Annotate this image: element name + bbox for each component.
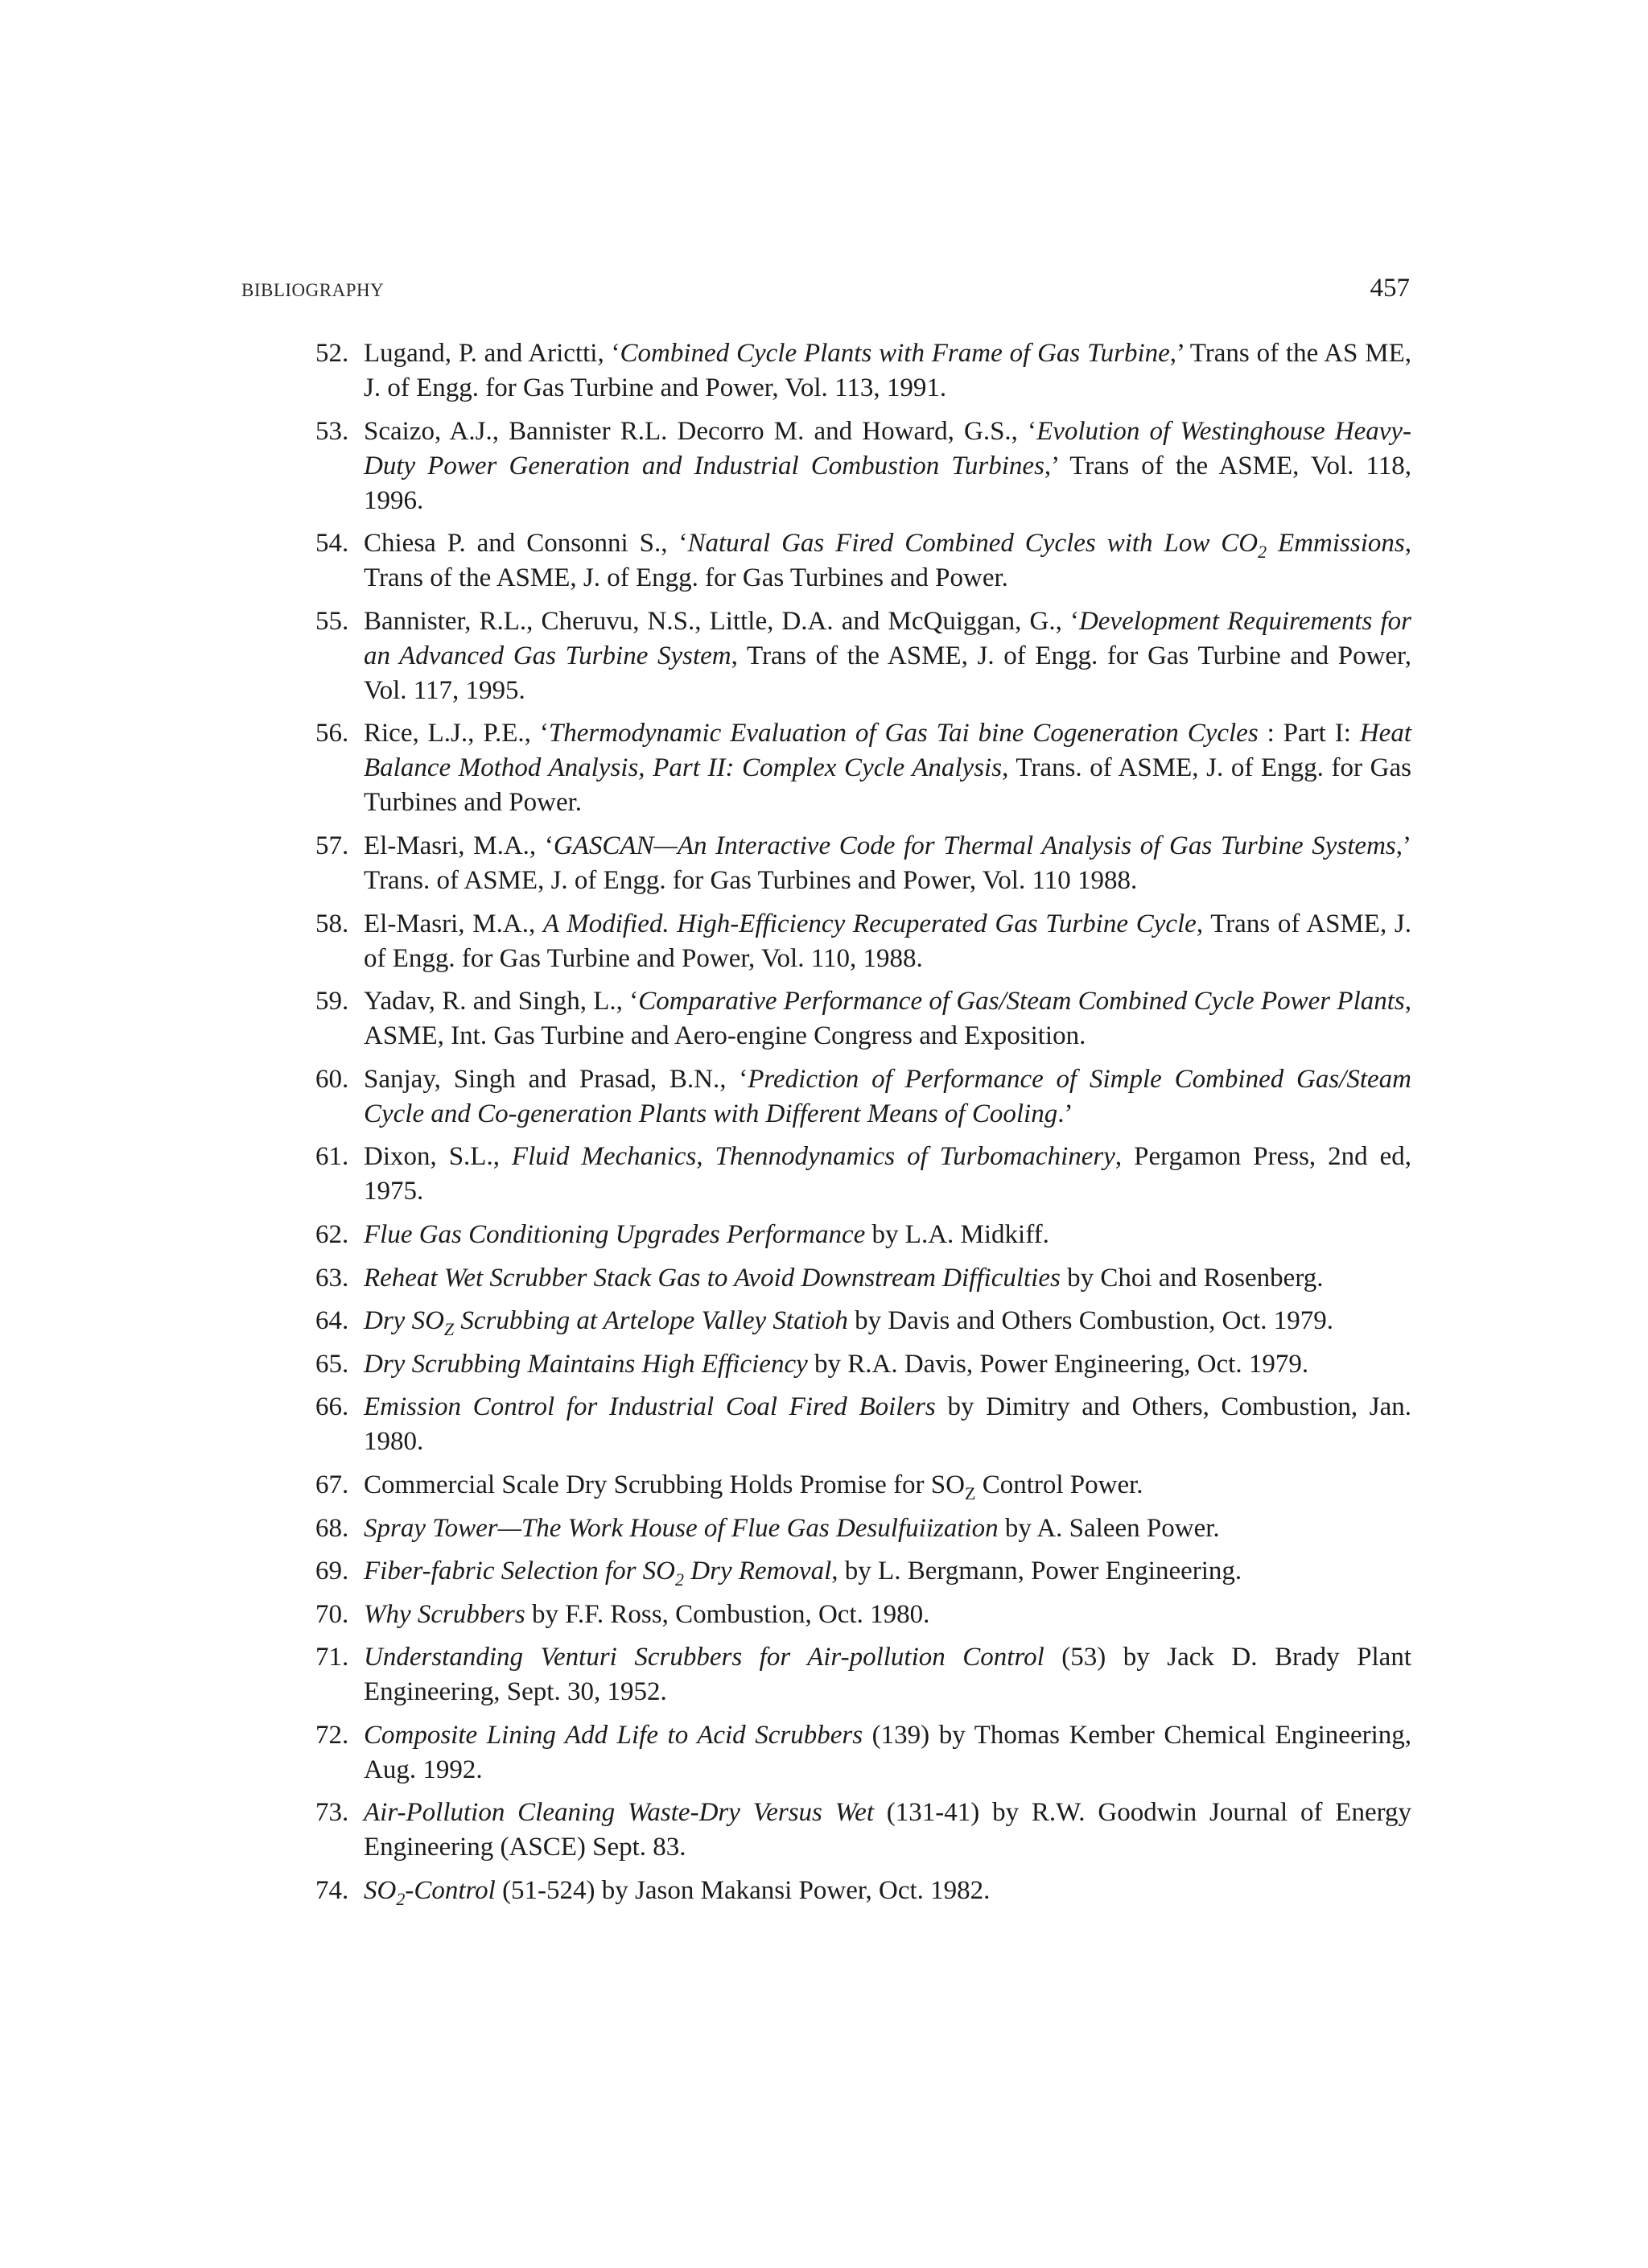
reference-number: 68.: [315, 1513, 349, 1543]
reference-entry: [315, 1718, 1411, 1788]
reference-text: [364, 1470, 1143, 1503]
reference-entry: [315, 1598, 1411, 1632]
reference-text: [364, 719, 1411, 817]
reference-text-segment: : Part I:: [1258, 719, 1360, 748]
reference-text-segment: ,’ Trans. of ASME, J. of Engg. for Gas Turbines and Power, Vol. 110 1988.: [364, 831, 1411, 895]
reference-text: [364, 1392, 1411, 1456]
reference-entry: [315, 1640, 1411, 1709]
reference-text-segment: Z: [964, 1482, 976, 1503]
reference-title-segment: SO: [364, 1876, 397, 1906]
reference-text-segment: El-Masri, M.A.,: [364, 909, 543, 938]
reference-title-segment: Combined Cycle Plants with Frame of Gas Turbine: [620, 339, 1170, 368]
reference-number: 74.: [315, 1876, 349, 1906]
reference-number: 57.: [315, 831, 349, 860]
reference-text-segment: Bannister, R.L., Cheruvu, N.S., Little, D.A. and McQuiggan, G., ‘: [364, 606, 1079, 636]
page-number: 457: [1370, 274, 1410, 303]
reference-text-segment: by L.A. Midkiff.: [865, 1219, 1049, 1249]
reference-text: [364, 1142, 1411, 1206]
reference-text: [364, 1557, 1242, 1590]
reference-text: [364, 831, 1411, 895]
reference-title-segment: Air-Pollution Cleaning Waste-Dry Versus Wet: [364, 1798, 874, 1828]
reference-entry: [315, 907, 1411, 976]
reference-number: 60.: [315, 1064, 349, 1094]
reference-title-segment: 2: [675, 1569, 685, 1590]
reference-entry: [315, 716, 1411, 820]
reference-entry: [315, 829, 1411, 898]
reference-text: [364, 1220, 1049, 1249]
reference-number: 62.: [315, 1219, 349, 1249]
reference-entry: [315, 604, 1411, 708]
reference-text: [364, 909, 1411, 973]
reference-title-segment: Emission Control for Industrial Coal Fired Boilers: [364, 1392, 936, 1422]
reference-title-segment: Comparative Performance of Gas/Steam Combined Cycle Power Plants: [638, 987, 1405, 1016]
reference-text: [364, 987, 1411, 1050]
reference-entry: [315, 1390, 1411, 1459]
running-title: BIBLIOGRAPHY: [241, 280, 385, 300]
reference-number: 67.: [315, 1470, 349, 1499]
reference-title-segment: Reheat Wet Scrubber Stack Gas to Avoid Downstream Difficulties: [364, 1263, 1061, 1293]
reference-number: 65.: [315, 1349, 349, 1379]
reference-number: 53.: [315, 416, 349, 446]
reference-title-segment: Development Requirements for an Advanced Gas Turbine System: [364, 606, 1411, 670]
reference-title-segment: Understanding Venturi Scrubbers for Air-pollution Control: [364, 1643, 1044, 1672]
reference-text-segment: , Trans. of ASME, J. of Engg. for Gas Turbines and Power.: [364, 753, 1411, 818]
reference-text-segment: (131-41) by R.W. Goodwin Journal of Energy Engineering (ASCE) Sept. 83.: [364, 1798, 1411, 1862]
reference-text-segment: , Trans of ASME, J. of Engg. for Gas Turbine and Power, Vol. 110, 1988.: [364, 909, 1412, 973]
reference-text: [364, 1721, 1411, 1784]
reference-entry: [315, 414, 1411, 518]
reference-entry: [315, 1304, 1411, 1338]
reference-text: [364, 417, 1411, 515]
reference-text-segment: .’: [1057, 1099, 1073, 1128]
reference-text-segment: Lugand, P. and Arictti, ‘: [364, 339, 620, 368]
reference-title-segment: Z: [443, 1319, 455, 1340]
page-header: [241, 274, 1410, 314]
reference-text-segment: by Choi and Rosenberg.: [1060, 1263, 1324, 1293]
reference-text-segment: El-Masri, M.A., ‘: [364, 831, 554, 860]
reference-text-segment: by F.F. Ross, Combustion, Oct. 1980.: [525, 1599, 930, 1629]
reference-entry: [315, 1511, 1411, 1546]
reference-entry: [315, 1796, 1411, 1865]
reference-text-segment: Rice, L.J., P.E., ‘: [364, 719, 549, 748]
reference-text-segment: Chiesa P. and Consonni S., ‘: [364, 529, 688, 559]
reference-text-segment: by Dimitry and Others, Combustion, Jan. 1980.: [364, 1392, 1412, 1457]
reference-title-segment: Why Scrubbers: [364, 1599, 525, 1629]
reference-text-segment: , Trans of the ASME, J. of Engg. for Gas Turbines and Power.: [364, 529, 1411, 593]
reference-text-segment: Yadav, R. and Singh, L., ‘: [364, 987, 639, 1016]
reference-text: [364, 607, 1411, 705]
reference-text: [364, 1876, 991, 1910]
reference-entry: [315, 1554, 1411, 1589]
reference-entry: [315, 1468, 1411, 1503]
reference-text: [364, 1350, 1308, 1379]
reference-title-segment: Flue Gas Conditioning Upgrades Performance: [364, 1219, 866, 1249]
reference-number: 66.: [315, 1392, 349, 1422]
reference-title-segment: Prediction of Performance of Simple Combined Gas/Steam Cycle and Co-generation Plants with Different Means of Cooling: [364, 1064, 1411, 1128]
reference-title-segment: Heat Balance Mothod Analysis, Part II: Complex Cycle Analysis: [364, 719, 1411, 783]
reference-title-segment: Evolution of Westinghouse Heavy-Duty Power Generation and Industrial Combustion Turbines: [364, 416, 1412, 480]
reference-text-segment: , by L. Bergmann, Power Engineering.: [831, 1557, 1242, 1586]
reference-text: [364, 1514, 1220, 1543]
reference-text-segment: (139) by Thomas Kember Chemical Engineering, Aug. 1992.: [364, 1720, 1411, 1784]
reference-title-segment: Dry Removal: [684, 1557, 832, 1586]
reference-title-segment: GASCAN—An Interactive Code for Thermal Analysis of Gas Turbine Systems: [553, 831, 1396, 860]
reference-text: [364, 1306, 1334, 1340]
reference-entry: [315, 1140, 1411, 1209]
reference-title-segment: Fluid Mechanics, Thennodynamics of Turbomachinery: [511, 1142, 1115, 1172]
reference-number: 69.: [315, 1557, 349, 1586]
reference-number: 58.: [315, 909, 349, 938]
reference-number: 55.: [315, 606, 349, 636]
reference-title-segment: Fiber-fabric Selection for SO: [364, 1557, 676, 1586]
reference-number: 56.: [315, 719, 349, 748]
reference-text-segment: by R.A. Davis, Power Engineering, Oct. 1979.: [807, 1349, 1309, 1379]
reference-number: 61.: [315, 1142, 349, 1172]
reference-text-segment: Control Power.: [975, 1470, 1143, 1499]
reference-text-segment: Sanjay, Singh and Prasad, B.N., ‘: [364, 1064, 748, 1094]
reference-text: [364, 1264, 1323, 1293]
reference-text: [364, 1798, 1411, 1862]
reference-text: [364, 529, 1411, 592]
reference-title-segment: 2: [396, 1889, 406, 1910]
reference-list: [315, 336, 1411, 1917]
reference-title-segment: Composite Lining Add Life to Acid Scrubbers: [364, 1720, 863, 1750]
reference-title-segment: Scrubbing at Artelope Valley Statioh: [454, 1306, 848, 1336]
reference-text: [364, 1065, 1411, 1128]
reference-entry: [315, 984, 1411, 1054]
reference-text-segment: Scaizo, A.J., Bannister R.L. Decorro M. and Howard, G.S., ‘: [364, 416, 1037, 446]
reference-entry: [315, 1874, 1411, 1908]
reference-entry: [315, 1261, 1411, 1296]
reference-text-segment: , ASME, Int. Gas Turbine and Aero-engine Congress and Exposition.: [364, 987, 1411, 1051]
reference-text-segment: by Davis and Others Combustion, Oct. 1979.: [847, 1306, 1334, 1336]
reference-title-segment: Dry SO: [364, 1306, 444, 1336]
reference-number: 72.: [315, 1720, 349, 1750]
reference-number: 59.: [315, 987, 349, 1016]
reference-title-segment: Natural Gas Fired Combined Cycles with Low CO: [687, 529, 1259, 559]
reference-title-segment: Dry Scrubbing Maintains High Efficiency: [364, 1349, 808, 1379]
reference-text-segment: , Pergamon Press, 2nd ed, 1975.: [364, 1142, 1411, 1206]
reference-number: 63.: [315, 1263, 349, 1293]
reference-number: 52.: [315, 339, 349, 368]
reference-text: [364, 339, 1411, 402]
reference-number: 71.: [315, 1643, 349, 1672]
reference-text-segment: Commercial Scale Dry Scrubbing Holds Promise for SO: [364, 1470, 965, 1499]
reference-title-segment: -Control: [405, 1876, 496, 1906]
reference-number: 54.: [315, 529, 349, 559]
reference-title-segment: A Modified. High-Efficiency Recuperated Gas Turbine Cycle: [542, 909, 1197, 938]
reference-text-segment: ,’ Trans of the ASME, Vol. 118, 1996.: [364, 451, 1412, 515]
reference-text-segment: (53) by Jack D. Brady Plant Engineering, Sept. 30, 1952.: [364, 1643, 1411, 1707]
reference-title-segment: Spray Tower—The Work House of Flue Gas Desulfuiization: [364, 1513, 999, 1543]
reference-entry: [315, 526, 1411, 596]
reference-number: 73.: [315, 1798, 349, 1828]
reference-title-segment: 2: [1258, 542, 1267, 563]
reference-text-segment: ,’ Trans of the AS ME, J. of Engg. for Gas Turbine and Power, Vol. 113, 1991.: [364, 339, 1411, 402]
reference-entry: [315, 1062, 1411, 1132]
reference-title-segment: Emmissions: [1267, 529, 1405, 559]
reference-entry: [315, 1347, 1411, 1382]
reference-entry: [315, 336, 1411, 406]
reference-number: 64.: [315, 1306, 349, 1336]
reference-text: [364, 1643, 1411, 1706]
reference-text-segment: , Trans of the ASME, J. of Engg. for Gas Turbine and Power, Vol. 117, 1995.: [364, 641, 1411, 705]
reference-text-segment: (51-524) by Jason Makansi Power, Oct. 1982.: [495, 1876, 991, 1906]
reference-text: [364, 1600, 929, 1629]
reference-entry: [315, 1218, 1411, 1252]
reference-text-segment: by A. Saleen Power.: [998, 1513, 1220, 1543]
reference-title-segment: Thermodynamic Evaluation of Gas Tai bine Cogeneration Cycles: [548, 719, 1259, 748]
reference-text-segment: Dixon, S.L.,: [364, 1142, 512, 1172]
reference-number: 70.: [315, 1599, 349, 1629]
